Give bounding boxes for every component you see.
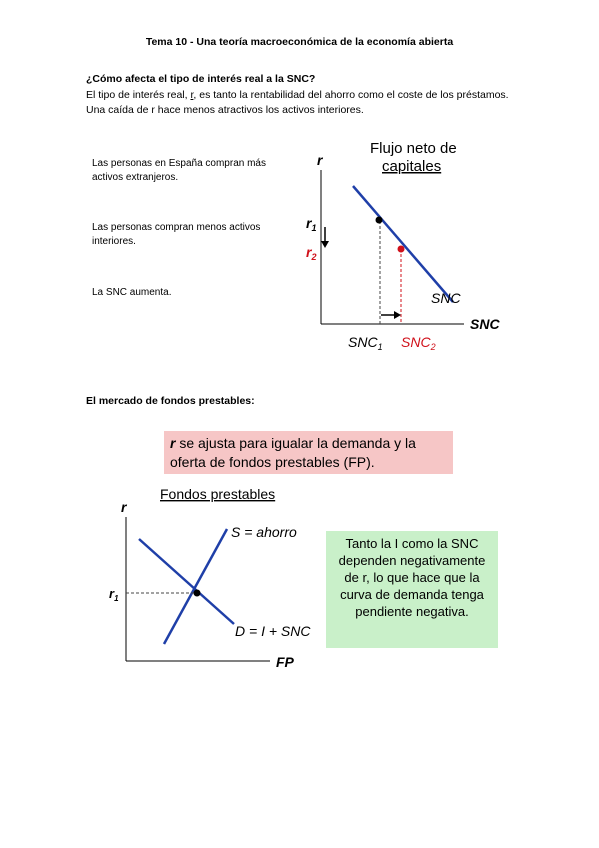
supply-curve [164, 529, 227, 644]
equilibrium-point [194, 590, 201, 597]
snc1-label: $SNC_1$ [348, 334, 383, 352]
pink-text: se ajusta para igualar la demanda y la oferta de fondos prestables (FP). [170, 435, 416, 470]
intro-paragraph [86, 88, 516, 118]
question-heading: ¿Cómo afecta el tipo de interés real a la SNC? [86, 73, 316, 85]
pink-r: r [170, 435, 176, 451]
fig1-y-axis-label: r [317, 152, 323, 168]
fig2-title: Fondos prestables [160, 486, 276, 502]
demand-label: D = I + SNC [235, 623, 311, 639]
snc-curve-label: SNC [431, 290, 461, 306]
supply-label: S = ahorro [231, 524, 297, 540]
side-text-3: La SNC aumenta. [92, 287, 172, 298]
side-text-2: Las personas compran menos activos interiores. [92, 222, 261, 247]
section-heading: El mercado de fondos prestables: [86, 395, 255, 407]
r2-label: $r_2$ [306, 244, 317, 262]
r1-label: $r_1$ [306, 215, 317, 233]
para-part-b: , es tanto la rentabilidad del ahorro como el coste de los préstamos. Una caída de r hace menos atractivos los activos interiores. [86, 89, 509, 116]
fig1-title-line1: Flujo neto de [370, 140, 457, 157]
snc2-label: $SNC_2$ [401, 334, 436, 352]
para-part-a: El tipo de interés real, [86, 89, 191, 101]
snc-right-arrowhead [394, 311, 401, 319]
point-r1 [376, 217, 383, 224]
green-callout: Tanto la I como la SNC dependen negativamente de r, lo que hace que la curva de demanda tenga pendiente negativa. [326, 531, 498, 648]
demand-curve [139, 539, 234, 624]
snc-curve [353, 186, 453, 302]
fig2-x-axis-label: FP [276, 654, 294, 670]
capital-flow-figure [290, 135, 520, 360]
fig2-y-axis-label: r [121, 499, 127, 515]
loanable-funds-figure [100, 485, 322, 675]
para-r: r [190, 89, 194, 101]
side-text-1: Las personas en España compran más activos extranjeros. [92, 158, 266, 183]
r-down-arrowhead [321, 241, 329, 248]
page-title: Tema 10 - Una teoría macroeconómica de la economía abierta [145, 36, 454, 48]
fig2-r1-label: $r_1$ [109, 586, 119, 603]
point-r2 [398, 246, 405, 253]
pink-callout [164, 431, 453, 474]
fig1-x-axis-label: SNC [470, 316, 500, 332]
fig1-title-line2: capitales [382, 158, 442, 175]
